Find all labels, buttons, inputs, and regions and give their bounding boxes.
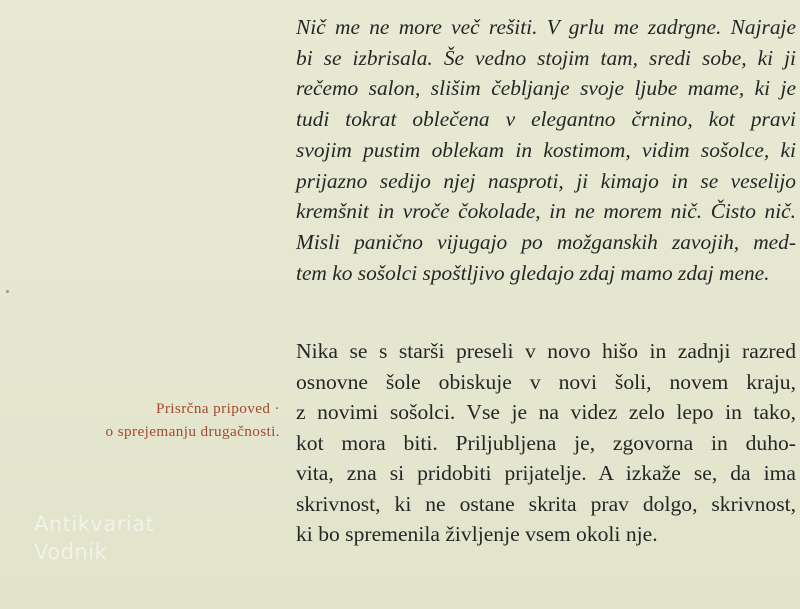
excerpt-line: Misli panično vijugajo po možganskih zavojih, med- bbox=[296, 229, 796, 254]
synopsis-paragraph bbox=[296, 336, 796, 550]
excerpt-line: kremšnit in vroče čokolade, in ne morem nič. Čisto nič. bbox=[296, 199, 796, 224]
watermark-line: Antikvariat bbox=[34, 512, 155, 536]
excerpt-line: Nič me ne more več rešiti. V grlu me zadrgne. Najraje bbox=[296, 15, 796, 39]
synopsis-line: vita, zna si pridobiti prijatelje. A izkaže se, da ima bbox=[296, 461, 796, 485]
page-speck bbox=[6, 290, 9, 293]
excerpt-line: tudi tokrat oblečena v elegantno črnino, kot pravi bbox=[296, 107, 796, 132]
excerpt-line: svojim pustim oblekam in kostimom, vidim sošolce, ki bbox=[296, 137, 796, 162]
seller-watermark bbox=[34, 510, 154, 566]
watermark-line: Vodnik bbox=[34, 540, 108, 564]
italic-excerpt bbox=[296, 12, 796, 288]
sidebar-tagline bbox=[30, 397, 280, 443]
tagline-line: o sprejemanju drugačnosti. bbox=[105, 423, 280, 440]
tagline-line: Prisrčna pripoved · bbox=[155, 400, 280, 417]
excerpt-line: rečemo salon, slišim čebljanje svoje ljube mame, ki je bbox=[296, 76, 796, 101]
synopsis-line: osnovne šole obiskuje v novi šoli, novem kraju, bbox=[296, 369, 796, 394]
excerpt-line: bi se izbrisala. Še vedno stojim tam, sredi sobe, ki ji bbox=[296, 45, 796, 70]
synopsis-line: ki bo spremenila življenje vsem okoli nje. bbox=[296, 522, 658, 546]
synopsis-line: z novimi sošolci. Vse je na videz zelo lepo in tako, bbox=[296, 400, 796, 424]
synopsis-line: Nika se s starši preseli v novo hišo in zadnji razred bbox=[296, 339, 796, 363]
synopsis-line: kot mora biti. Priljubljena je, zgovorna in duho- bbox=[296, 430, 796, 455]
synopsis-line: skrivnost, ki ne ostane skrita prav dolgo, skrivnost, bbox=[296, 491, 796, 516]
excerpt-line: prijazno sedijo njej nasproti, ji kimajo in se veselijo bbox=[296, 168, 796, 193]
excerpt-line: tem ko sošolci spoštljivo gledajo zdaj mamo zdaj mene. bbox=[296, 260, 770, 285]
